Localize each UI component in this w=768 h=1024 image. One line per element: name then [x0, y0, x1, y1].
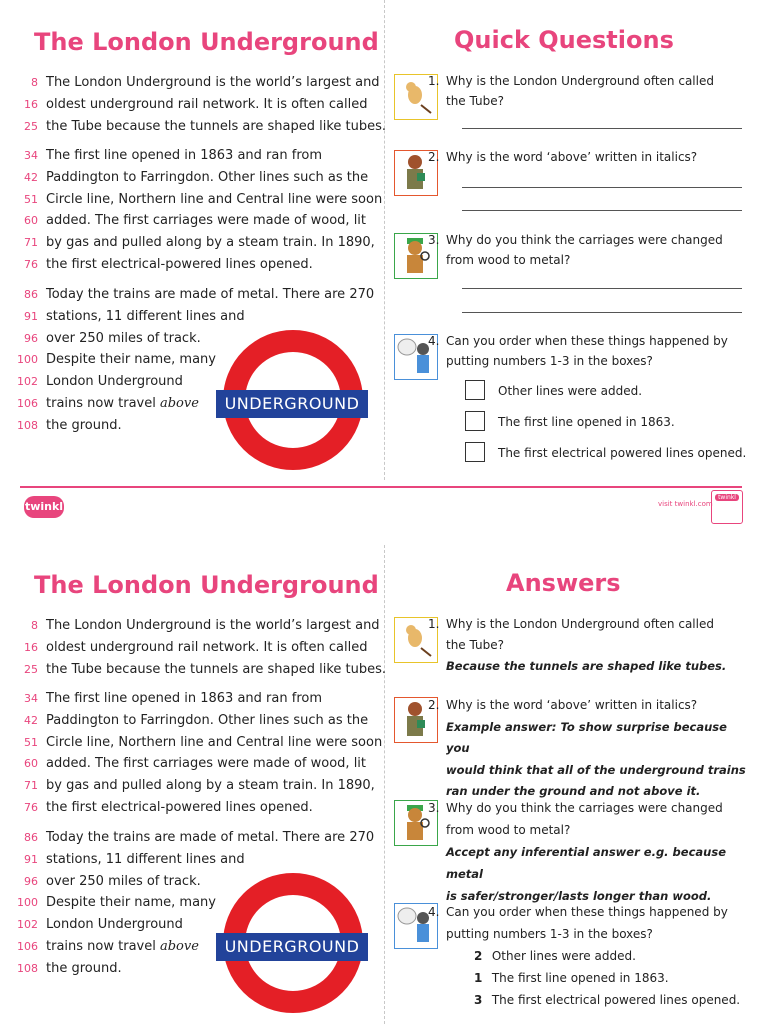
line-numbers-block2-b: 34 42 51 60 71 76 [24, 692, 38, 814]
footer-rule [20, 486, 742, 488]
paragraph-2: The first line opened in 1863 and ran from Paddington to Farringdon. Other lines such as the Circle line, Northern line and Central line were soon added. The first carriages were made of wood, lit by gas and pulled along by a steam train. In 1890, the first electrical-powered lines opened. [46, 148, 383, 272]
answer-3-line-2: is safer/stronger/lasts longer than wood. [446, 889, 712, 903]
paragraph-3: Today the trains are made of metal. There are 270 stations, 11 different lines and over 250 miles of track. Despite their name, many London Underground trains now travel above the ground. [46, 287, 375, 433]
order-box-2[interactable] [465, 411, 485, 431]
answer-question-3: 3. Why do you think the carriages were changed from wood to metal? Accept any inferential answer e.g. because metal is safer/stronger/lasts longer than wood. [446, 797, 746, 907]
line-numbers-block2: 34 42 51 60 71 76 [24, 149, 38, 271]
italic-above: above [159, 395, 199, 411]
paragraph-1: The London Underground is the world’s largest and oldest underground rail network. It is often called the Tube because the tunnels are shaped like tubes. [46, 75, 387, 134]
visit-twinkl-text: visit twinkl.com [658, 500, 713, 508]
question-4: 4. Can you order when these things happened by putting numbers 1-3 in the boxes? [428, 334, 728, 368]
italic-above-b: above [159, 938, 199, 954]
answer-3-line-1: Accept any inferential answer e.g. because metal [446, 845, 726, 881]
answer-question-1: 1. Why is the London Underground often called the Tube? Because the tunnels are shaped like tubes. [446, 614, 746, 677]
answer-1: Because the tunnels are shaped like tubes. [446, 659, 727, 673]
underground-roundel-bar: UNDERGROUND [216, 390, 368, 418]
paragraph-3-b: Today the trains are made of metal. There are 270 stations, 11 different lines and over 250 miles of track. Despite their name, many London Underground trains now travel above the ground. [46, 830, 375, 976]
option-3: The first electrical powered lines opened. [498, 446, 747, 460]
answer-2-line-3: ran under the ground and not above it. [446, 784, 701, 798]
answer-2-line-1: Example answer: To show surprise because you [446, 719, 727, 755]
answer-question-2: 2. Why is the word ‘above’ written in italics? Example answer: To show surprise because you would think that all of the underground trains ran under the ground and not above it. [446, 695, 746, 803]
order-box-3[interactable] [465, 442, 485, 462]
quick-questions-title: Quick Questions [454, 26, 674, 54]
question-3: 3. Why do you think the carriages were changed from wood to metal? [428, 233, 723, 267]
answer-question-4: 4. Can you order when these things happened by putting numbers 1-3 in the boxes? 2 Other lines were added. 1 The first line opened in 1863. 3 The first electrical powered lines opened. [446, 901, 746, 1011]
answer-line-2a[interactable] [462, 187, 742, 188]
order-box-1[interactable] [465, 380, 485, 400]
twinkl-badge: twinkl [711, 490, 743, 524]
line-numbers-block3-b: 86 91 96 100 102 106 108 [17, 831, 38, 975]
paragraph-1-b: The London Underground is the world’s largest and oldest underground rail network. It is often called the Tube because the tunnels are shaped like tubes. [46, 618, 387, 677]
order-answer-1: 2 Other lines were added. [474, 949, 636, 963]
underground-roundel-bar-b: UNDERGROUND [216, 933, 368, 961]
question-1: 1. Why is the London Underground often called the Tube? [428, 74, 714, 108]
column-divider-bottom [384, 545, 385, 1024]
paragraph-2-b: The first line opened in 1863 and ran from Paddington to Farringdon. Other lines such as the Circle line, Northern line and Central line were soon added. The first carriages were made of wood, lit by gas and pulled along by a steam train. In 1890, the first electrical-powered lines opened. [46, 691, 383, 815]
page-title-top: The London Underground [34, 28, 379, 56]
column-divider-top [384, 0, 385, 480]
answer-line-3b[interactable] [462, 312, 742, 313]
line-numbers-block1: 8 16 25 [24, 76, 38, 133]
answer-line-1[interactable] [462, 128, 742, 129]
line-numbers-block1-b: 8 16 25 [24, 619, 38, 676]
page-title-bottom: The London Underground [34, 571, 379, 599]
order-answer-2: 1 The first line opened in 1863. [474, 971, 669, 985]
option-1: Other lines were added. [498, 384, 643, 398]
line-numbers-block3: 86 91 96 100 102 106 108 [17, 288, 38, 432]
answer-line-2b[interactable] [462, 210, 742, 211]
answers-title: Answers [506, 569, 621, 597]
answer-line-3a[interactable] [462, 288, 742, 289]
option-2: The first line opened in 1863. [498, 415, 675, 429]
answer-2-line-2: would think that all of the underground trains [446, 762, 746, 777]
twinkl-logo: twinkl [24, 496, 64, 518]
question-2: 2. Why is the word ‘above’ written in italics? [428, 150, 698, 164]
order-answer-3: 3 The first electrical powered lines opened. [474, 993, 741, 1007]
